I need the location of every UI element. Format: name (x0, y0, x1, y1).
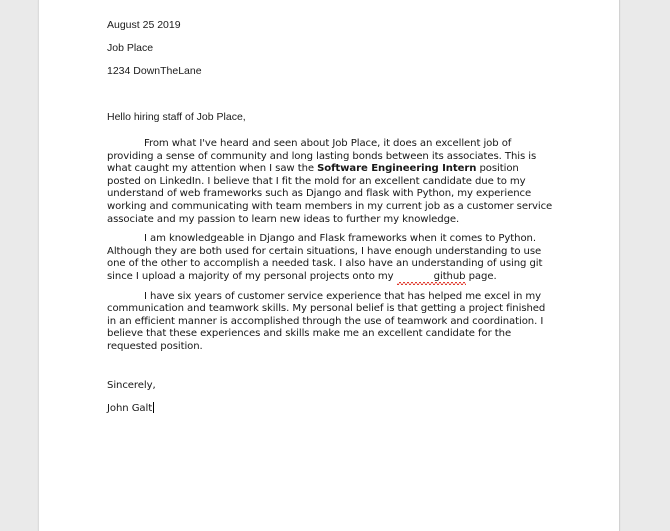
document-text-area[interactable] (107, 14, 553, 416)
paragraph-2: I am knowledgeable in Django and Flask frameworks when it comes to Python. Although they are both used for certain situations, I have enough understanding to use one of the other to accomplish a needed task. I also have an understanding of using git since I upload a majority of my personal projects onto my github page. (107, 233, 543, 282)
text-caret (153, 402, 154, 413)
letter-header-block (107, 14, 553, 83)
letter-date: August 25 2019 (107, 19, 181, 31)
recipient-address: 1234 DownTheLane (107, 65, 202, 77)
misspelled-word[interactable]: github (397, 271, 466, 284)
letter-body[interactable] (107, 138, 553, 354)
signature-name: John Galt (107, 403, 153, 415)
paragraph-1: From what I've heard and seen about Job Place, it does an excellent job of providing a sense of community and long lasting bonds between its associates. This is what caught my attention when I saw the Software Engineering Intern position posted on LinkedIn. I believe that I fit the mold for an excellent candidate due to my understand of web frameworks such as Django and flask with Python, my experience working and communicating with team members in my current job as a customer service associate and my passion to learn new ideas to further my knowledge. (107, 138, 553, 225)
greeting-spacer (107, 124, 553, 138)
document-page[interactable] (38, 0, 620, 531)
page-gutter-right (620, 0, 670, 531)
letter-closing (107, 380, 553, 416)
page-gutter-left (0, 0, 38, 531)
letter-greeting: Hello hiring staff of Job Place, (107, 111, 246, 123)
closing-spacer (107, 354, 553, 380)
closing-salutation: Sincerely, (107, 379, 156, 391)
emphasized-text: Software Engineering Intern (317, 163, 477, 175)
recipient-company: Job Place (107, 42, 154, 54)
paragraph-3: I have six years of customer service experience that has helped me excel in my communication and teamwork skills. My personal belief is that getting a project finished in an efficient manner is accomplished through the use of teamwork and coordination. I believe that these experiences and skills make me an excellent candidate for the requested position. (107, 290, 546, 352)
signature-line[interactable] (107, 402, 553, 416)
header-spacer (107, 83, 553, 110)
